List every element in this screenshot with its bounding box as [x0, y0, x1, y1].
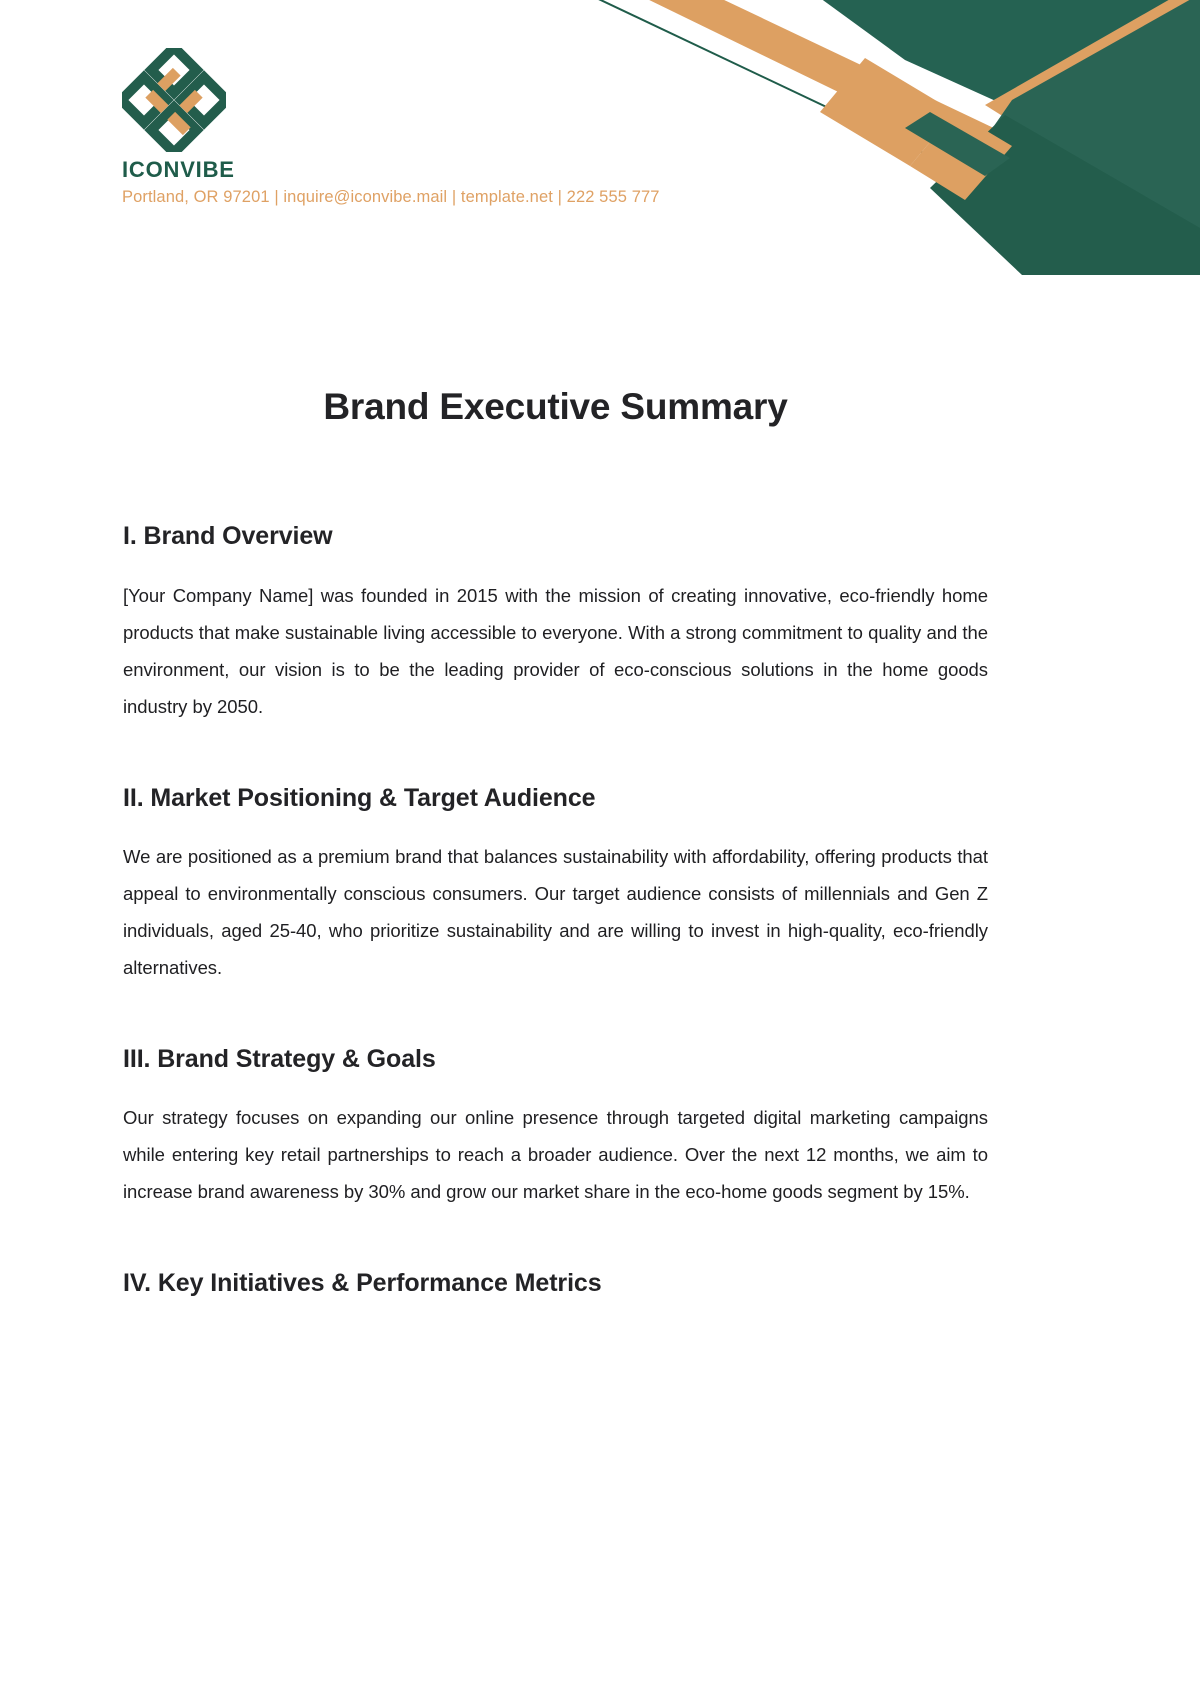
section-heading: IV. Key Initiatives & Performance Metrics — [123, 1269, 602, 1298]
section-heading: III. Brand Strategy & Goals — [123, 1044, 436, 1073]
section-heading: II. Market Positioning & Target Audience — [123, 783, 596, 812]
document-content — [123, 330, 988, 1299]
section-market-positioning — [123, 783, 988, 986]
section-body: [Your Company Name] was founded in 2015 with the mission of creating innovative, eco-friendly home products that make sustainable living accessible to everyone. With a strong commitment to quality and the environment, our vision is to be the leading provider of eco-conscious solutions in the home goods industry by 2050. — [123, 584, 988, 717]
brand-contact-line: Portland, OR 97201 | inquire@iconvibe.mail | template.net | 222 555 777 — [122, 188, 660, 206]
section-brand-overview — [123, 521, 988, 724]
brand-wordmark: ICONVIBE — [122, 157, 235, 182]
iconvibe-diamond-logo-icon — [122, 48, 226, 152]
section-body: Our strategy focuses on expanding our online presence through targeted digital marketing campaigns while entering key retail partnerships to reach a broader audience. Over the next 12 months, we aim to increase brand awareness by 30% and grow our market share in the eco-home goods segment by 15%. — [123, 1107, 988, 1203]
page-title: Brand Executive Summary — [323, 386, 788, 427]
section-heading: I. Brand Overview — [123, 522, 333, 551]
section-key-initiatives — [123, 1268, 988, 1299]
section-body: We are positioned as a premium brand that balances sustainability with affordability, offering products that appeal to environmentally conscious consumers. Our target audience consists of millennials and Gen Z individuals, aged 25-40, who prioritize sustainability and are willing to invest in high-quality, eco-friendly alternatives. — [123, 845, 988, 978]
brand-logo-block — [122, 48, 722, 207]
section-brand-strategy — [123, 1044, 988, 1210]
